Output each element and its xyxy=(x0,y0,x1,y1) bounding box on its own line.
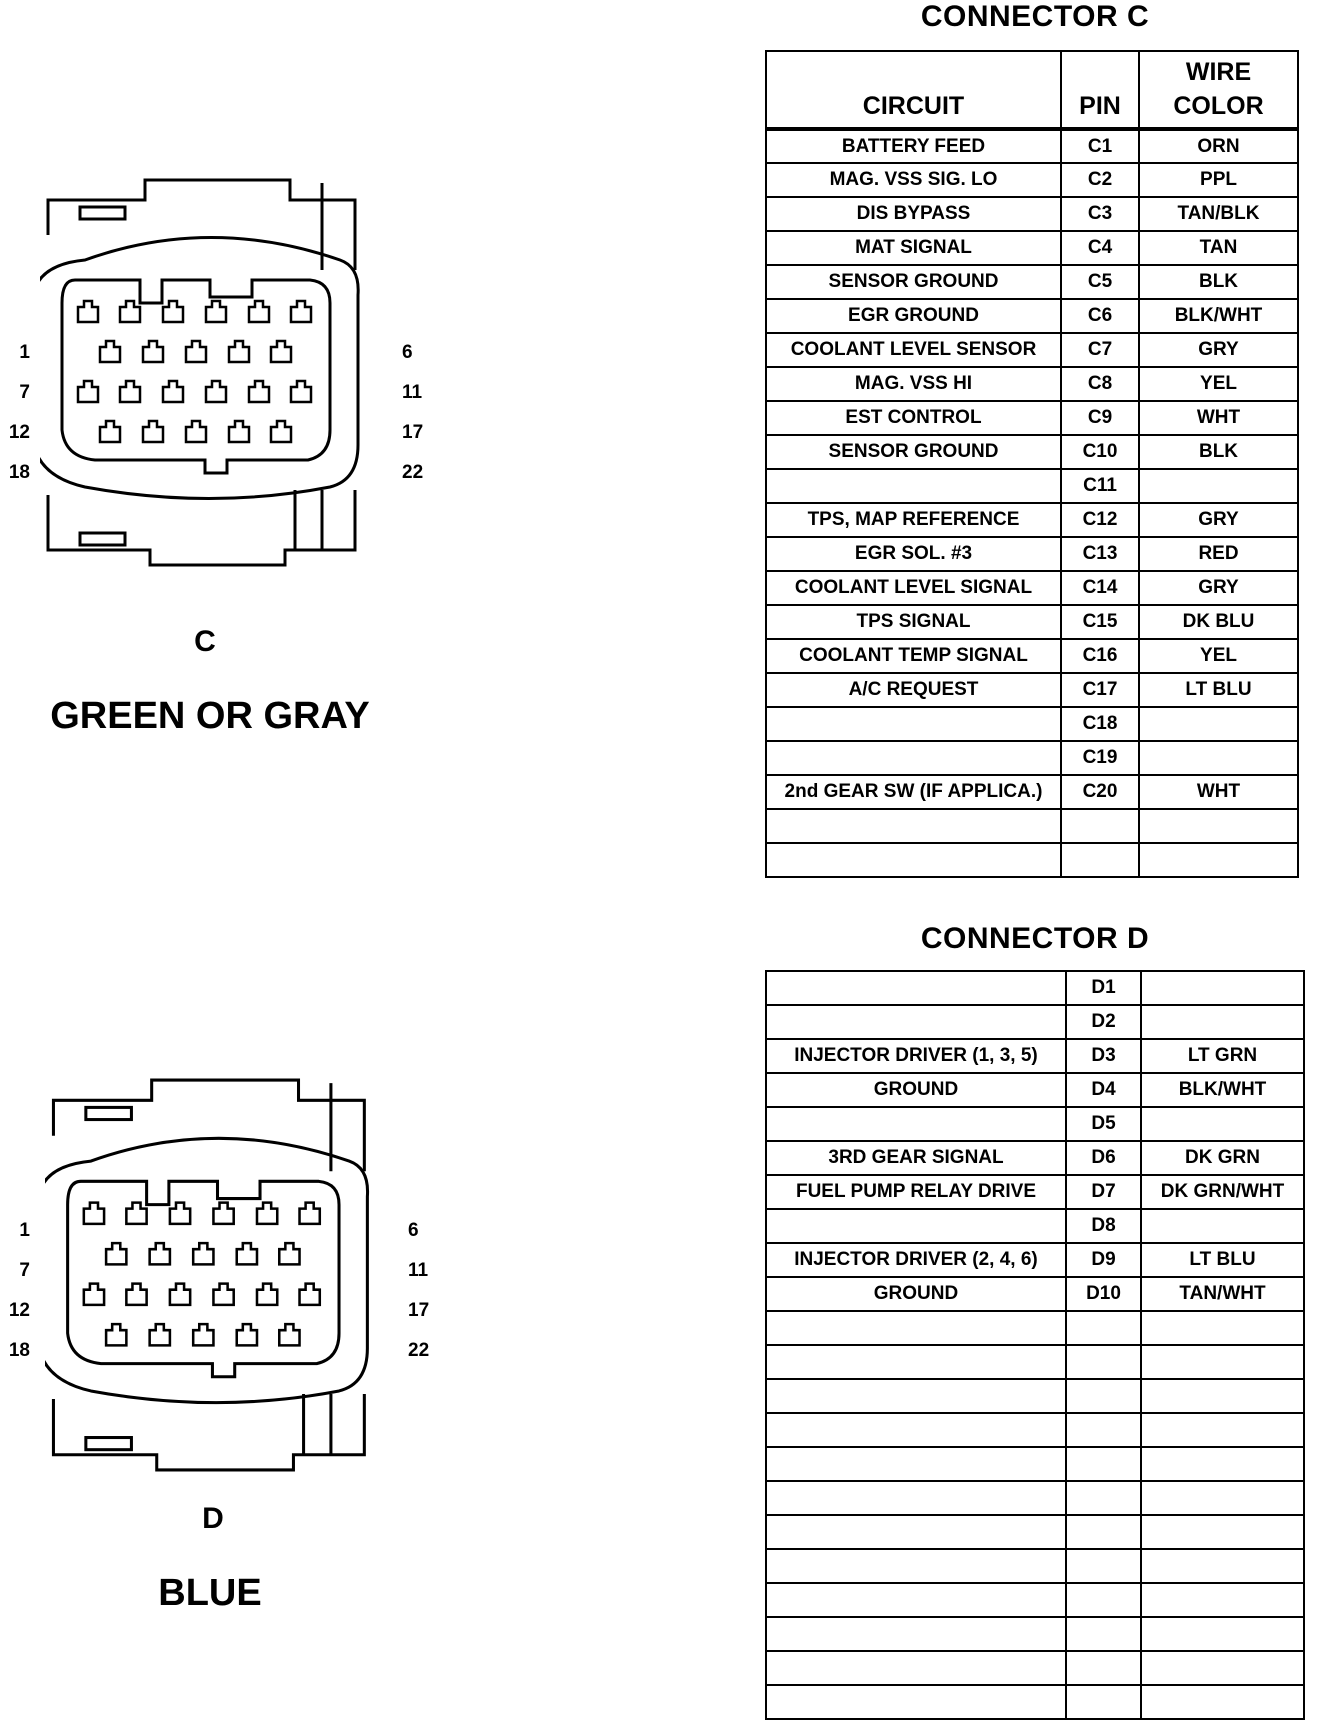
connector-c-pin-label-left: 7 xyxy=(19,382,30,403)
circuit-cell: DIS BYPASS xyxy=(766,197,1061,231)
connector-d-table xyxy=(765,970,1305,1720)
connector-c-pin-label-left: 18 xyxy=(8,462,30,483)
wire-header-line2: COLOR xyxy=(1173,92,1264,120)
connector-c-pin-label-right: 6 xyxy=(402,342,413,363)
table-row xyxy=(766,741,1298,775)
wire-color-cell xyxy=(1139,741,1298,775)
pin-cell: D2 xyxy=(1066,1005,1141,1039)
circuit-cell xyxy=(766,1107,1066,1141)
circuit-cell: INJECTOR DRIVER (2, 4, 6) xyxy=(766,1243,1066,1277)
table-row xyxy=(766,163,1298,197)
pin-cell: C9 xyxy=(1061,401,1139,435)
pin-cell xyxy=(1066,1379,1141,1413)
wire-header-line1: WIRE xyxy=(1185,58,1252,86)
table-row xyxy=(766,1277,1304,1311)
circuit-cell xyxy=(766,1481,1066,1515)
circuit-cell: COOLANT LEVEL SENSOR xyxy=(766,333,1061,367)
pin-cell: D10 xyxy=(1066,1277,1141,1311)
wire-color-cell: LT GRN xyxy=(1141,1039,1304,1073)
table-row xyxy=(766,707,1298,741)
connector-c-pin-label-left: 12 xyxy=(8,422,30,443)
table-row xyxy=(766,129,1298,163)
connector-c-pin-cavities xyxy=(78,301,311,442)
pin-cell: C5 xyxy=(1061,265,1139,299)
table-row xyxy=(766,971,1304,1005)
pin-cell: D8 xyxy=(1066,1209,1141,1243)
circuit-header: CIRCUIT xyxy=(766,51,1061,129)
connector-d-title: CONNECTOR D xyxy=(920,922,1150,955)
table-row xyxy=(766,843,1298,877)
table-row xyxy=(766,1175,1304,1209)
pin-cell: C7 xyxy=(1061,333,1139,367)
circuit-cell xyxy=(766,1515,1066,1549)
wire-color-cell xyxy=(1141,1005,1304,1039)
circuit-cell xyxy=(766,1379,1066,1413)
circuit-cell: MAG. VSS HI xyxy=(766,367,1061,401)
circuit-cell: EST CONTROL xyxy=(766,401,1061,435)
wire-color-cell xyxy=(1141,1107,1304,1141)
connector-c-table xyxy=(765,50,1299,878)
pin-cell: C3 xyxy=(1061,197,1139,231)
connector-d-pin-cavities xyxy=(84,1203,320,1346)
circuit-cell: MAT SIGNAL xyxy=(766,231,1061,265)
pin-cell: D7 xyxy=(1066,1175,1141,1209)
connector-c-pin-label-right: 22 xyxy=(402,462,424,483)
pin-cell: D6 xyxy=(1066,1141,1141,1175)
pin-cell: C1 xyxy=(1061,129,1139,163)
wire-color-cell: ORN xyxy=(1139,129,1298,163)
pin-cell: C11 xyxy=(1061,469,1139,503)
wire-color-cell xyxy=(1141,1617,1304,1651)
circuit-cell xyxy=(766,1345,1066,1379)
connector-c-header-row xyxy=(766,51,1298,129)
connector-c-housing xyxy=(40,180,358,565)
pin-cell: C17 xyxy=(1061,673,1139,707)
wire-color-cell xyxy=(1141,1413,1304,1447)
wire-color-cell xyxy=(1139,809,1298,843)
circuit-cell xyxy=(766,1685,1066,1719)
table-row xyxy=(766,299,1298,333)
connector-c-pin-label-right: 11 xyxy=(402,382,423,403)
table-row xyxy=(766,1243,1304,1277)
wire-color-cell: TAN xyxy=(1139,231,1298,265)
circuit-cell: 2nd GEAR SW (IF APPLICA.) xyxy=(766,775,1061,809)
table-row xyxy=(766,1447,1304,1481)
pin-cell: C8 xyxy=(1061,367,1139,401)
circuit-cell: GROUND xyxy=(766,1277,1066,1311)
table-row xyxy=(766,1311,1304,1345)
wire-color-cell: TAN/WHT xyxy=(1141,1277,1304,1311)
wire-color-cell xyxy=(1141,1481,1304,1515)
wire-color-cell xyxy=(1141,1311,1304,1345)
circuit-cell xyxy=(766,469,1061,503)
wire-color-cell: GRY xyxy=(1139,503,1298,537)
circuit-cell xyxy=(766,1209,1066,1243)
wire-color-cell: GRY xyxy=(1139,333,1298,367)
circuit-cell xyxy=(766,971,1066,1005)
circuit-cell xyxy=(766,741,1061,775)
pin-cell: C13 xyxy=(1061,537,1139,571)
circuit-cell: FUEL PUMP RELAY DRIVE xyxy=(766,1175,1066,1209)
wire-color-cell: BLK/WHT xyxy=(1141,1073,1304,1107)
connector-c-color-label: GREEN OR GRAY xyxy=(50,695,370,737)
circuit-cell: MAG. VSS SIG. LO xyxy=(766,163,1061,197)
pin-cell: C12 xyxy=(1061,503,1139,537)
wire-color-cell: BLK xyxy=(1139,265,1298,299)
table-row xyxy=(766,1481,1304,1515)
pin-cell: C6 xyxy=(1061,299,1139,333)
connector-d-pin-label-right: 11 xyxy=(408,1260,429,1281)
wire-color-cell xyxy=(1141,1345,1304,1379)
circuit-cell xyxy=(766,1447,1066,1481)
circuit-cell: COOLANT LEVEL SIGNAL xyxy=(766,571,1061,605)
circuit-cell: COOLANT TEMP SIGNAL xyxy=(766,639,1061,673)
pin-cell: D3 xyxy=(1066,1039,1141,1073)
connector-c-pin-label-right: 17 xyxy=(402,422,424,443)
pin-cell xyxy=(1066,1413,1141,1447)
circuit-cell xyxy=(766,1617,1066,1651)
pin-cell xyxy=(1066,1685,1141,1719)
circuit-cell: BATTERY FEED xyxy=(766,129,1061,163)
pin-cell xyxy=(1066,1651,1141,1685)
wire-color-cell xyxy=(1141,1549,1304,1583)
table-row xyxy=(766,1039,1304,1073)
wire-color-cell xyxy=(1139,707,1298,741)
table-row xyxy=(766,469,1298,503)
wire-color-cell: YEL xyxy=(1139,639,1298,673)
circuit-cell xyxy=(766,1583,1066,1617)
pin-cell xyxy=(1066,1617,1141,1651)
table-row xyxy=(766,197,1298,231)
pin-cell xyxy=(1066,1481,1141,1515)
table-row xyxy=(766,1345,1304,1379)
circuit-cell: SENSOR GROUND xyxy=(766,435,1061,469)
table-row xyxy=(766,231,1298,265)
connector-d-letter: D xyxy=(202,1502,224,1535)
pin-cell: D9 xyxy=(1066,1243,1141,1277)
circuit-cell xyxy=(766,1005,1066,1039)
table-row xyxy=(766,605,1298,639)
circuit-cell: INJECTOR DRIVER (1, 3, 5) xyxy=(766,1039,1066,1073)
table-row xyxy=(766,333,1298,367)
table-row xyxy=(766,1549,1304,1583)
connector-d-pin-label-left: 7 xyxy=(19,1260,30,1281)
table-row xyxy=(766,537,1298,571)
table-row xyxy=(766,367,1298,401)
pin-cell xyxy=(1066,1345,1141,1379)
pin-cell xyxy=(1066,1311,1141,1345)
wire-color-cell xyxy=(1141,1379,1304,1413)
pin-cell xyxy=(1066,1515,1141,1549)
table-row xyxy=(766,1515,1304,1549)
wire-color-cell xyxy=(1141,1651,1304,1685)
table-row xyxy=(766,1651,1304,1685)
wire-color-cell: YEL xyxy=(1139,367,1298,401)
pin-cell: C14 xyxy=(1061,571,1139,605)
pin-cell: C20 xyxy=(1061,775,1139,809)
connector-c-rows xyxy=(766,129,1298,877)
table-row xyxy=(766,401,1298,435)
circuit-cell: GROUND xyxy=(766,1073,1066,1107)
table-row xyxy=(766,1209,1304,1243)
table-row xyxy=(766,1583,1304,1617)
circuit-cell xyxy=(766,707,1061,741)
table-row xyxy=(766,1141,1304,1175)
circuit-cell xyxy=(766,1413,1066,1447)
wire-color-cell: GRY xyxy=(1139,571,1298,605)
connector-c-pin-label-left: 1 xyxy=(19,342,30,363)
wire-color-cell: TAN/BLK xyxy=(1139,197,1298,231)
table-row xyxy=(766,435,1298,469)
table-row xyxy=(766,775,1298,809)
table-row xyxy=(766,1617,1304,1651)
connector-d-pin-label-left: 18 xyxy=(8,1340,30,1361)
wire-color-cell: DK GRN xyxy=(1141,1141,1304,1175)
circuit-cell: EGR SOL. #3 xyxy=(766,537,1061,571)
wire-color-cell: LT BLU xyxy=(1139,673,1298,707)
wire-color-cell xyxy=(1139,469,1298,503)
connector-d-pin-label-left: 1 xyxy=(19,1220,30,1241)
pin-cell: C18 xyxy=(1061,707,1139,741)
pin-header: PIN xyxy=(1061,51,1139,129)
wire-color-cell xyxy=(1141,1447,1304,1481)
wire-color-cell xyxy=(1141,1685,1304,1719)
circuit-cell xyxy=(766,1311,1066,1345)
pin-cell: C2 xyxy=(1061,163,1139,197)
connector-d-color-label: BLUE xyxy=(158,1572,262,1614)
circuit-cell xyxy=(766,809,1061,843)
wire-color-cell: PPL xyxy=(1139,163,1298,197)
pin-cell: D5 xyxy=(1066,1107,1141,1141)
connector-d-pin-label-right: 6 xyxy=(408,1220,419,1241)
table-row xyxy=(766,1685,1304,1719)
table-row xyxy=(766,1107,1304,1141)
connector-c-title: CONNECTOR C xyxy=(920,0,1150,33)
connector-d-pin-label-right: 22 xyxy=(408,1340,430,1361)
pin-cell xyxy=(1066,1447,1141,1481)
table-row xyxy=(766,1073,1304,1107)
wire-color-header xyxy=(1139,51,1298,129)
connector-d-housing xyxy=(45,1080,368,1470)
pin-cell xyxy=(1061,843,1139,877)
table-row xyxy=(766,809,1298,843)
pin-cell: D4 xyxy=(1066,1073,1141,1107)
wire-color-cell xyxy=(1141,971,1304,1005)
connector-d-pin-label-left: 12 xyxy=(8,1300,30,1321)
table-row xyxy=(766,503,1298,537)
wire-color-cell: BLK xyxy=(1139,435,1298,469)
connector-c-outline xyxy=(40,175,380,570)
pin-cell: C10 xyxy=(1061,435,1139,469)
wire-color-cell: DK BLU xyxy=(1139,605,1298,639)
table-row xyxy=(766,1413,1304,1447)
pin-cell: C16 xyxy=(1061,639,1139,673)
wire-color-cell: DK GRN/WHT xyxy=(1141,1175,1304,1209)
connector-d-outline xyxy=(45,1075,390,1475)
circuit-cell: TPS SIGNAL xyxy=(766,605,1061,639)
wire-color-cell xyxy=(1141,1209,1304,1243)
connector-c-letter: C xyxy=(194,625,216,658)
circuit-cell: A/C REQUEST xyxy=(766,673,1061,707)
wire-color-cell: WHT xyxy=(1139,775,1298,809)
pin-cell xyxy=(1061,809,1139,843)
connector-d-pin-label-right: 17 xyxy=(408,1300,430,1321)
pin-cell: C19 xyxy=(1061,741,1139,775)
wire-color-cell xyxy=(1141,1583,1304,1617)
pin-cell xyxy=(1066,1583,1141,1617)
wire-color-cell: WHT xyxy=(1139,401,1298,435)
wire-color-cell: RED xyxy=(1139,537,1298,571)
pin-cell: C15 xyxy=(1061,605,1139,639)
circuit-cell xyxy=(766,1651,1066,1685)
table-row xyxy=(766,571,1298,605)
pin-cell xyxy=(1066,1549,1141,1583)
wire-color-cell xyxy=(1141,1515,1304,1549)
wire-color-cell xyxy=(1139,843,1298,877)
table-row xyxy=(766,639,1298,673)
wire-color-cell: BLK/WHT xyxy=(1139,299,1298,333)
wire-color-cell: LT BLU xyxy=(1141,1243,1304,1277)
circuit-cell xyxy=(766,1549,1066,1583)
pin-cell: D1 xyxy=(1066,971,1141,1005)
table-row xyxy=(766,265,1298,299)
circuit-cell: SENSOR GROUND xyxy=(766,265,1061,299)
circuit-cell xyxy=(766,843,1061,877)
table-row xyxy=(766,1379,1304,1413)
connector-d-rows xyxy=(766,971,1304,1719)
circuit-cell: EGR GROUND xyxy=(766,299,1061,333)
table-row xyxy=(766,673,1298,707)
circuit-cell: TPS, MAP REFERENCE xyxy=(766,503,1061,537)
circuit-cell: 3RD GEAR SIGNAL xyxy=(766,1141,1066,1175)
pin-cell: C4 xyxy=(1061,231,1139,265)
table-row xyxy=(766,1005,1304,1039)
